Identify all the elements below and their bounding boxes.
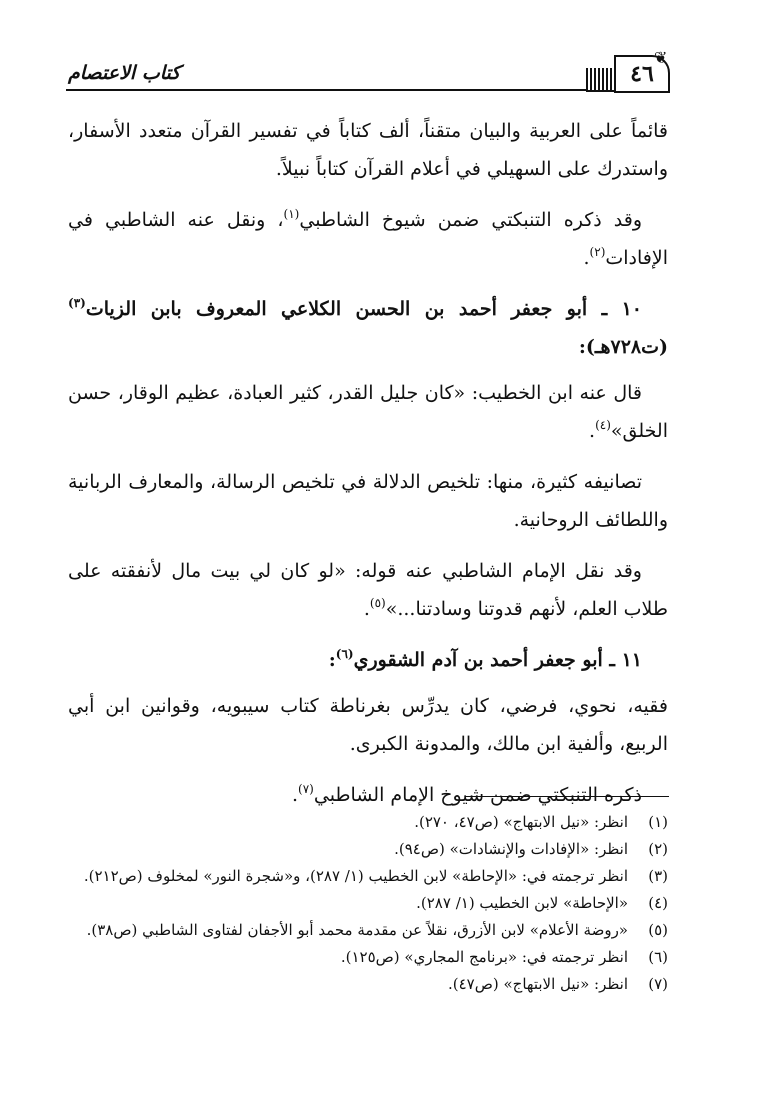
footnote-number: (١) — [648, 813, 668, 831]
footnote-5 — [68, 917, 668, 943]
page-number: ٤٦ — [630, 61, 654, 87]
footnote-number: (٥) — [648, 921, 668, 939]
footnote-2 — [68, 836, 668, 862]
header-bars-ornament — [586, 68, 614, 92]
paragraph-2: وقد ذكره التنبكتي ضمن شيوخ الشاطبي$^{(١)}$، ونقل عنه الشاطبي في الإفادات$^{(٢)}$. — [68, 207, 668, 269]
footnote-ref-2[interactable]: (٢) — [589, 245, 606, 259]
entry-heading-11: ١١ ـ أبو جعفر أحمد بن آدم الشقوري$^{(٦)}$: — [328, 647, 642, 671]
footnote-ref-5[interactable]: (٥) — [369, 596, 386, 610]
page-header — [66, 50, 670, 96]
footnote-number: (٤) — [648, 894, 668, 912]
running-book-title: كتاب الاعتصام — [68, 62, 181, 84]
footnote-separator — [466, 796, 669, 797]
footnote-ref-1[interactable]: (١) — [283, 207, 300, 221]
paragraph-5: وقد نقل الإمام الشاطبي عنه قوله: «لو كان لي بيت مال لأنفقته على طلاب العلم، لأنهم قدوتنا وسادتنا...»$^{(٥)}$. — [68, 560, 668, 620]
footnote-ref-4[interactable]: (٤) — [595, 418, 611, 432]
footnote-ref-7[interactable]: (٧) — [298, 782, 314, 796]
footnote-number: (٣) — [648, 867, 668, 885]
footnote-number: (٧) — [648, 975, 668, 993]
footnote-text: «الإحاطة» لابن الخطيب (١/ ٢٨٧). — [416, 894, 628, 912]
footnote-text: انظر: «نيل الابتهاج» (ص٤٧). — [447, 975, 628, 993]
footnote-number: (٦) — [648, 948, 668, 966]
header-rule — [66, 89, 586, 91]
footnote-1 — [68, 809, 668, 835]
footnote-3 — [68, 863, 668, 889]
entry-heading-10: ١٠ ـ أبو جعفر أحمد بن الحسن الكلاعي المعروف بابن الزيات$^{(٣)}$ (ت٧٢٨هـ): — [68, 296, 668, 358]
footnote-ref-3[interactable]: (٣) — [68, 296, 86, 310]
paragraph-1: قائماً على العربية والبيان متقناً، ألف كتاباً في تفسير القرآن متعدد الأسفار، واستدرك على السهيلي في أعلام القرآن كتاباً نبيلاً. — [68, 120, 668, 180]
footnote-text: انظر ترجمته في: «برنامج المجاري» (ص١٢٥). — [340, 948, 628, 966]
footnote-text: انظر: «نيل الابتهاج» (ص٤٧، ٢٧٠). — [414, 813, 628, 831]
footnote-number: (٢) — [648, 840, 668, 858]
footnote-4 — [68, 890, 668, 916]
footnote-6 — [68, 944, 668, 970]
footnotes — [68, 809, 668, 998]
footnote-ref-6[interactable]: (٦) — [335, 647, 354, 661]
footnote-text: انظر ترجمته في: «الإحاطة» لابن الخطيب (١/ ٢٨٧)، و«شجرة النور» لمخلوف (ص٢١٢). — [83, 867, 628, 885]
flourish-icon: ❦ — [654, 48, 668, 67]
main-text — [68, 112, 668, 827]
paragraph-4: تصانيفه كثيرة، منها: تلخيص الدلالة في تلخيص الرسالة، والمعارف الربانية واللطائف الروحانية. — [68, 471, 668, 531]
footnote-text: انظر: «الإفادات والإنشادات» (ص٩٤). — [394, 840, 628, 858]
footnote-7 — [68, 971, 668, 997]
paragraph-7: ذكره التنبكتي ضمن شيوخ الإمام الشاطبي$^{(٧)}$. — [291, 782, 642, 806]
footnote-text: «روضة الأعلام» لابن الأزرق، نقلاً عن مقدمة محمد أبو الأجفان لفتاوى الشاطبي (ص٣٨). — [86, 921, 628, 939]
paragraph-6: فقيه، نحوي، فرضي، كان يدرِّس بغرناطة كتاب سيبويه، وقوانين ابن أبي الربيع، وألفية ابن مالك، والمدونة الكبرى. — [68, 695, 668, 755]
paragraph-3: قال عنه ابن الخطيب: «كان جليل القدر، كثير العبادة، عظيم الوقار، حسن الخلق»$^{(٤)}$. — [68, 382, 668, 442]
